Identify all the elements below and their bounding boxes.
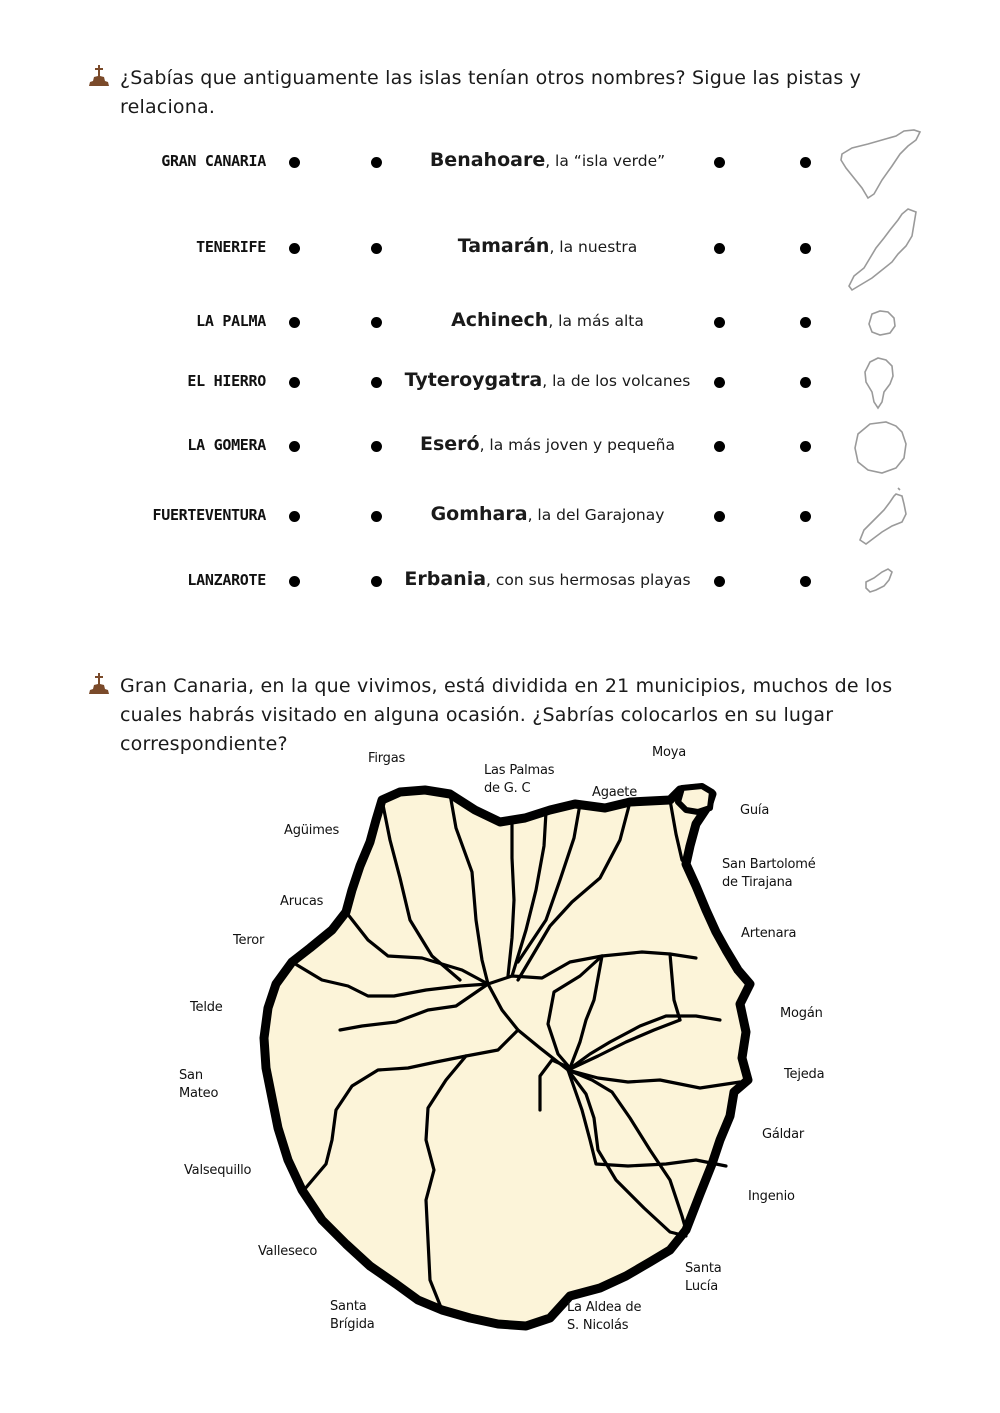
shape-dot[interactable]: [800, 441, 811, 452]
label-arucas[interactable]: Arucas: [280, 894, 324, 909]
label-san-mateo[interactable]: San Mateo: [179, 1068, 219, 1101]
clue-left-dot[interactable]: [371, 576, 382, 587]
clue-ancient-name: Benahoare: [429, 149, 546, 171]
clue-description: , la nuestra: [549, 238, 638, 256]
label-ingenio[interactable]: Ingenio: [748, 1189, 795, 1204]
clue-description: , la más joven y pequeña: [479, 436, 676, 454]
lanzarote-shape-icon[interactable]: [856, 486, 912, 550]
clue-description: , la del Garajonay: [527, 506, 665, 524]
instruction-1-text: ¿Sabías que antiguamente las islas tenían otros nombres? Sigue las pistas y relaciona.: [120, 67, 862, 118]
label-artenara[interactable]: Artenara: [741, 926, 797, 941]
clue-text: [385, 503, 710, 525]
clue-text: [385, 433, 710, 455]
island-name: LA PALMA: [196, 312, 266, 330]
label-aguimes[interactable]: Agüimes: [284, 823, 340, 838]
label-san-bartolome-de-tirajana[interactable]: San Bartolomé de Tirajana: [722, 857, 816, 890]
shape-dot[interactable]: [800, 576, 811, 587]
shape-dot[interactable]: [800, 243, 811, 254]
clue-ancient-name: Erbania: [404, 568, 487, 590]
instruction-2: [88, 672, 948, 759]
clue-left-dot[interactable]: [371, 441, 382, 452]
clue-text: [385, 235, 710, 257]
clue-right-dot[interactable]: [714, 243, 725, 254]
label-guia[interactable]: Guía: [740, 803, 770, 818]
clue-description: , la de los volcanes: [542, 372, 691, 390]
la-palma-shape-icon[interactable]: [862, 356, 896, 410]
clue-description: , con sus hermosas playas: [486, 571, 691, 589]
clue-left-dot[interactable]: [371, 317, 382, 328]
clue-text: [385, 149, 710, 171]
clue-right-dot[interactable]: [714, 317, 725, 328]
island-dot[interactable]: [289, 243, 300, 254]
label-santa-lucia[interactable]: Santa Lucía: [685, 1261, 722, 1294]
label-tejeda[interactable]: Tejeda: [784, 1067, 825, 1082]
clue-right-dot[interactable]: [714, 157, 725, 168]
clue-text: [385, 568, 710, 590]
clue-ancient-name: Gomhara: [430, 503, 528, 525]
gran-canaria-shape-icon[interactable]: [852, 420, 910, 476]
label-moya[interactable]: Moya: [652, 745, 687, 760]
label-mogan[interactable]: Mogán: [780, 1006, 823, 1021]
gran-canaria-municipal-map: [250, 780, 760, 1340]
clue-right-dot[interactable]: [714, 576, 725, 587]
map-la-isleta-outline: [678, 786, 712, 812]
la-gomera-shape-icon[interactable]: [866, 308, 898, 338]
island-dot[interactable]: [289, 377, 300, 388]
clue-description: , la más alta: [548, 312, 644, 330]
island-name: LANZAROTE: [187, 571, 266, 589]
label-telde[interactable]: Telde: [190, 1000, 223, 1015]
clue-right-dot[interactable]: [714, 377, 725, 388]
island-dot[interactable]: [289, 511, 300, 522]
instruction-1: [88, 64, 948, 122]
island-name: EL HIERRO: [187, 372, 266, 390]
label-valleseco[interactable]: Valleseco: [258, 1244, 318, 1259]
label-galdar[interactable]: Gáldar: [762, 1127, 805, 1142]
label-agaete[interactable]: Agaete: [592, 785, 638, 800]
shape-dot[interactable]: [800, 511, 811, 522]
clue-left-dot[interactable]: [371, 511, 382, 522]
clue-ancient-name: Achinech: [451, 309, 549, 331]
instruction-2-text: Gran Canaria, en la que vivimos, está dividida en 21 municipios, muchos de los cuales habrás visitado en alguna ocasión. ¿Sabrías colocarlos en su lugar correspondiente?: [120, 675, 893, 755]
monument-icon: [88, 672, 110, 696]
clue-description: , la “isla verde”: [545, 152, 666, 170]
fuerteventura-shape-icon[interactable]: [846, 206, 922, 294]
clue-left-dot[interactable]: [371, 157, 382, 168]
clue-ancient-name: Eseró: [419, 433, 480, 455]
label-firgas[interactable]: Firgas: [368, 751, 406, 766]
clue-text: [385, 369, 710, 391]
label-teror[interactable]: Teror: [233, 933, 265, 948]
island-name: GRAN CANARIA: [161, 152, 266, 170]
shape-dot[interactable]: [800, 377, 811, 388]
clue-ancient-name: Tyteroygatra: [404, 369, 543, 391]
tenerife-shape-icon[interactable]: [838, 128, 924, 200]
island-dot[interactable]: [289, 576, 300, 587]
clue-right-dot[interactable]: [714, 511, 725, 522]
shape-dot[interactable]: [800, 317, 811, 328]
clue-ancient-name: Tamarán: [457, 235, 550, 257]
clue-left-dot[interactable]: [371, 243, 382, 254]
island-name: FUERTEVENTURA: [152, 506, 266, 524]
clue-text: [385, 309, 710, 331]
map-island-outline: [264, 788, 750, 1326]
label-valsequillo[interactable]: Valsequillo: [184, 1163, 252, 1178]
el-hierro-shape-icon[interactable]: [862, 566, 896, 596]
island-dot[interactable]: [289, 317, 300, 328]
island-dot[interactable]: [289, 441, 300, 452]
label-la-aldea-de-san-nicolas[interactable]: La Aldea de S. Nicolás: [567, 1300, 642, 1333]
label-las-palmas[interactable]: Las Palmas de G. C: [484, 763, 555, 796]
monument-icon: [88, 64, 110, 88]
shape-dot[interactable]: [800, 157, 811, 168]
island-name: LA GOMERA: [187, 436, 266, 454]
island-name: TENERIFE: [196, 238, 266, 256]
clue-left-dot[interactable]: [371, 377, 382, 388]
label-santa-brigida[interactable]: Santa Brígida: [330, 1299, 375, 1332]
clue-right-dot[interactable]: [714, 441, 725, 452]
island-dot[interactable]: [289, 157, 300, 168]
